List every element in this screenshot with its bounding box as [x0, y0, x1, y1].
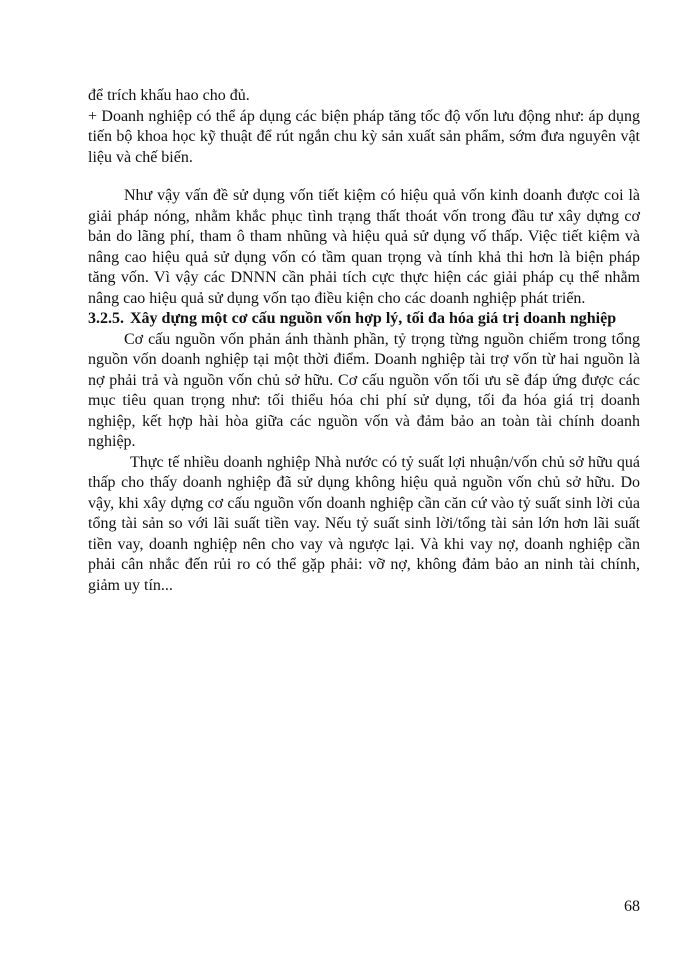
section-number: 3.2.5.	[88, 310, 124, 327]
paragraph-summary: Như vậy vấn đề sử dụng vốn tiết kiệm có hiệu quả vốn kinh doanh được coi là giải pháp nóng, nhằm khắc phục tình trạng thất thoát vốn trong đầu tư xây dựng cơ bản do lãng phí, tham ô tham nhũng và hiệu quả sử dụng vố thấp. Việc tiết kiệm và nâng cao hiệu quả sử dụng vốn có tầm quan trọng và tính khả thi hơn là biện pháp tăng vốn. Vì vậy các DNNN cần phải tích cực thực hiện các giải pháp cụ thể nhằm nâng cao hiệu quả sử dụng vốn tạo điều kiện cho các doanh nghiệp phát triển.	[88, 187, 640, 307]
section-title: Xây dựng một cơ cấu nguồn vốn hợp lý, tối đa hóa giá trị doanh nghiệp	[130, 310, 617, 327]
body-text-top	[88, 86, 640, 168]
paragraph-capital-structure: Cơ cấu nguồn vốn phản ánh thành phần, tỷ trọng từng nguồn chiếm trong tổng nguồn vốn doanh nghiệp tại một thời điểm. Doanh nghiệp tài trợ vốn từ hai nguồn là nợ phải trả và nguồn vốn chủ sở hữu. Cơ cấu nguồn vốn tối ưu sẽ đáp ứng được các mục tiêu quan trọng như: tối thiểu hóa chi phí sử dụng, tối đa hóa giá trị doanh nghiệp, kết hợp hài hòa giữa các nguồn vốn và đảm bảo an toàn tài chính doanh nghiệp.	[88, 330, 640, 450]
body-text-middle	[88, 186, 640, 596]
section-heading	[88, 309, 640, 330]
paragraph-reality: Thực tế nhiều doanh nghiệp Nhà nước có tỷ suất lợi nhuận/vốn chủ sở hữu quá thấp cho thấy doanh nghiệp đã sử dụng không hiệu quả nguồn vốn chủ sở hữu. Do vậy, khi xây dựng cơ cấu nguồn vốn doanh nghiệp cần căn cứ vào tỷ suất sinh lời của tổng tài sản so với lãi suất tiền vay. Nếu tỷ suất sinh lời/tổng tài sản lớn hơn lãi suất tiền vay, doanh nghiệp nên cho vay và ngược lại. Và khi vay nợ, doanh nghiệp cần phải cân nhắc đến rủi ro có thể gặp phải: vỡ nợ, không đảm bảo an ninh tài chính, giảm uy tín...	[88, 453, 640, 594]
paragraph-depreciation: để trích khấu hao cho đủ.	[88, 87, 250, 104]
page-number: 68	[624, 898, 640, 915]
paragraph-working-capital: + Doanh nghiệp có thể áp dụng các biện pháp tăng tốc độ vốn lưu động như: áp dụng tiến bộ khoa học kỹ thuật để rút ngắn chu kỳ sản xuất sản phẩm, sớm đưa nguyên vật liệu và chế biến.	[88, 107, 640, 166]
